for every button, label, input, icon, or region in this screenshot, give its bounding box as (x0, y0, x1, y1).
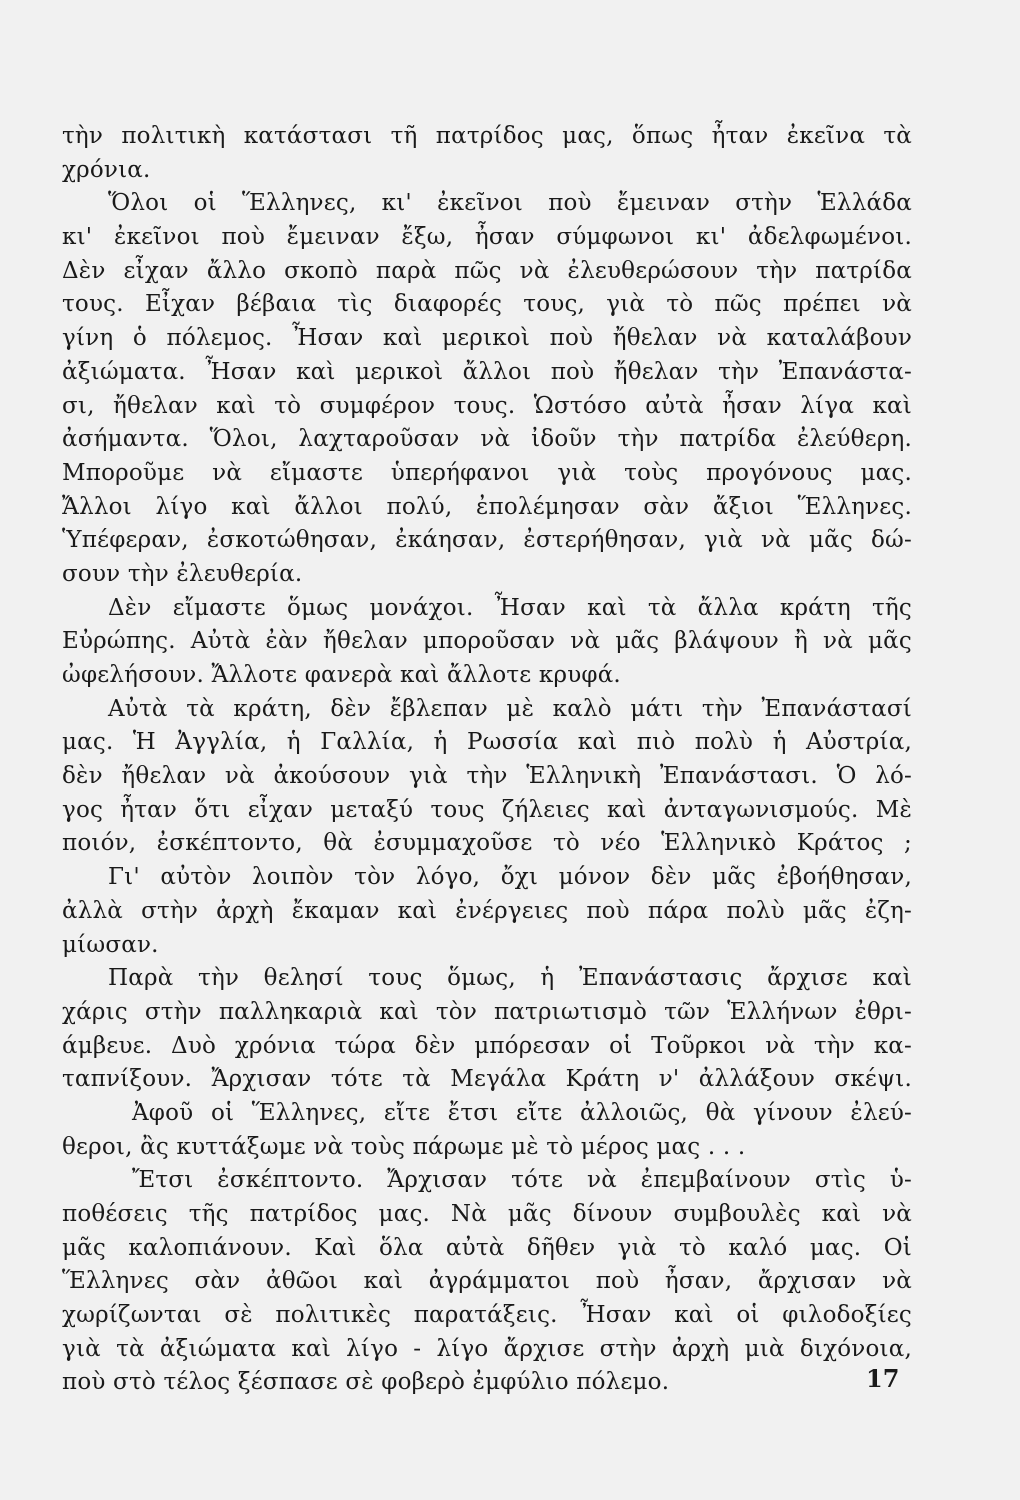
text-line: Δὲν εἴμαστε ὅμως μονάχοι. Ἦσαν καὶ τὰ ἄλλα κράτη τῆς (108, 594, 912, 621)
text-line: δὲν ἤθελαν νὰ ἀκούσουν γιὰ τὴν Ἑλληνικὴ Ἐπανάστασι. Ὁ λό- (62, 763, 912, 790)
text-line: γίνη ὁ πόλεμος. Ἦσαν καὶ μερικοὶ ποὺ ἤθελαν νὰ καταλάβουν (62, 325, 912, 352)
text-line: σουν τὴν ἐλευθερία. (62, 560, 303, 587)
text-line: Εὐρώπης. Αὐτὰ ἐὰν ἤθελαν μποροῦσαν νὰ μᾶς βλάψουν ἢ νὰ μᾶς (62, 628, 912, 655)
text-line: Ὅλοι οἱ Ἕλληνες, κι' ἐκεῖνοι ποὺ ἔμειναν στὴν Ἑλλάδα (108, 190, 912, 217)
text-line: Ἔτσι ἐσκέπτοντο. Ἄρχισαν τότε νὰ ἐπεμβαίνουν στὶς ὑ- (132, 1167, 912, 1194)
text-line: Μποροῦμε νὰ εἴμαστε ὑπερήφανοι γιὰ τοὺς προγόνους μας. (62, 459, 912, 486)
text-line: μᾶς καλοπιάνουν. Καὶ ὅλα αὐτὰ δῆθεν γιὰ τὸ καλό μας. Οἱ (62, 1234, 912, 1261)
text-line: μίωσαν. (62, 931, 159, 958)
text-line: Γι' αὐτὸν λοιπὸν τὸν λόγο, ὄχι μόνον δὲν μᾶς ἐβοήθησαν, (108, 864, 912, 891)
text-line: Ἀφοῦ οἱ Ἕλληνες, εἴτε ἔτσι εἴτε ἀλλοιῶς, θὰ γίνουν ἐλεύ- (132, 1099, 912, 1126)
text-line: μας. Ἡ Ἀγγλία, ἡ Γαλλία, ἡ Ρωσσία καὶ πιὸ πολὺ ἡ Αὐστρία, (62, 729, 912, 756)
text-line: σι, ἤθελαν καὶ τὸ συμφέρον τους. Ὡστόσο αὐτὰ ἦσαν λίγα καὶ (62, 392, 912, 419)
text-line: Ἕλληνες σὰν ἀθῶοι καὶ ἀγράμματοι ποὺ ἦσαν, ἄρχισαν νὰ (62, 1268, 912, 1295)
text-line: ὠφελήσουν. Ἄλλοτε φανερὰ καὶ ἄλλοτε κρυφά. (62, 662, 621, 688)
text-line: ποὺ στὸ τέλος ξέσπασε σὲ φοβερὸ ἐμφύλιο πόλεμο. (62, 1369, 670, 1396)
text-line: γιὰ τὰ ἀξιώματα καὶ λίγο - λίγο ἄρχισε στὴν ἀρχὴ μιὰ διχόνοια, (62, 1335, 912, 1362)
body-text (62, 120, 912, 1400)
text-line: γος ἦταν ὅτι εἶχαν μεταξύ τους ζήλειες καὶ ἀνταγωνισμούς. Μὲ (62, 796, 912, 823)
text-line: κι' ἐκεῖνοι ποὺ ἔμειναν ἔξω, ἦσαν σύμφωνοι κι' ἀδελφωμένοι. (62, 224, 912, 251)
text-line: ἀσήμαντα. Ὅλοι, λαχταροῦσαν νὰ ἰδοῦν τὴν πατρίδα ἐλεύθερη. (62, 426, 912, 453)
text-line: χωρίζωνται σὲ πολιτικὲς παρατάξεις. Ἦσαν καὶ οἱ φιλοδοξίες (62, 1302, 912, 1329)
text-line: άμβευε. Δυὸ χρόνια τώρα δὲν μπόρεσαν οἱ Τοῦρκοι νὰ τὴν κα- (62, 1032, 912, 1059)
text-line: Ὑπέφεραν, ἐσκοτώθησαν, ἐκάησαν, ἐστερήθησαν, γιὰ νὰ μᾶς δώ- (62, 527, 912, 554)
text-line: θεροι, ἂς κυττάξωμε νὰ τοὺς πάρωμε μὲ τὸ μέρος μας . . . (62, 1133, 746, 1160)
text-line: τὴν πολιτικὴ κατάστασι τῆ πατρίδος μας, ὅπως ἦταν ἐκεῖνα τὰ (62, 123, 912, 149)
text-line: ποθέσεις τῆς πατρίδος μας. Νὰ μᾶς δίνουν συμβουλὲς καὶ νὰ (62, 1201, 912, 1227)
text-line: τους. Εἶχαν βέβαια τὶς διαφορές τους, γιὰ τὸ πῶς πρέπει νὰ (62, 291, 912, 318)
text-line: Δὲν εἶχαν ἄλλο σκοπὸ παρὰ πῶς νὰ ἐλευθερώσουν τὴν πατρίδα (62, 257, 912, 284)
text-line: ἀλλὰ στὴν ἀρχὴ ἔκαμαν καὶ ἐνέργειες ποὺ πάρα πολὺ μᾶς ἐζη- (62, 897, 912, 924)
page-number: 17 (866, 1364, 900, 1393)
text-line: ταπνίξουν. Ἄρχισαν τότε τὰ Μεγάλα Κράτη ν' ἀλλάξουν σκέψι. (62, 1066, 912, 1093)
text-line: Παρὰ τὴν θελησί τους ὅμως, ἡ Ἐπανάστασις ἄρχισε καὶ (108, 965, 912, 992)
text-line: χρόνια. (62, 156, 151, 183)
text-line: Αὐτὰ τὰ κράτη, δὲν ἔβλεπαν μὲ καλὸ μάτι τὴν Ἐπανάστασί (108, 695, 912, 722)
text-line: Ἄλλοι λίγο καὶ ἄλλοι πολύ, ἐπολέμησαν σὰν ἄξιοι Ἕλληνες. (62, 493, 912, 520)
text-line: ποιόν, ἐσκέπτοντο, θὰ ἐσυμμαχοῦσε τὸ νέο Ἑλληνικὸ Κράτος ; (62, 830, 912, 857)
text-line: χάρις στὴν παλληκαριὰ καὶ τὸν πατριωτισμὸ τῶν Ἑλλήνων ἐθρι- (62, 998, 912, 1025)
text-line: ἀξιώματα. Ἦσαν καὶ μερικοὶ ἄλλοι ποὺ ἤθελαν τὴν Ἐπανάστα- (62, 358, 912, 385)
